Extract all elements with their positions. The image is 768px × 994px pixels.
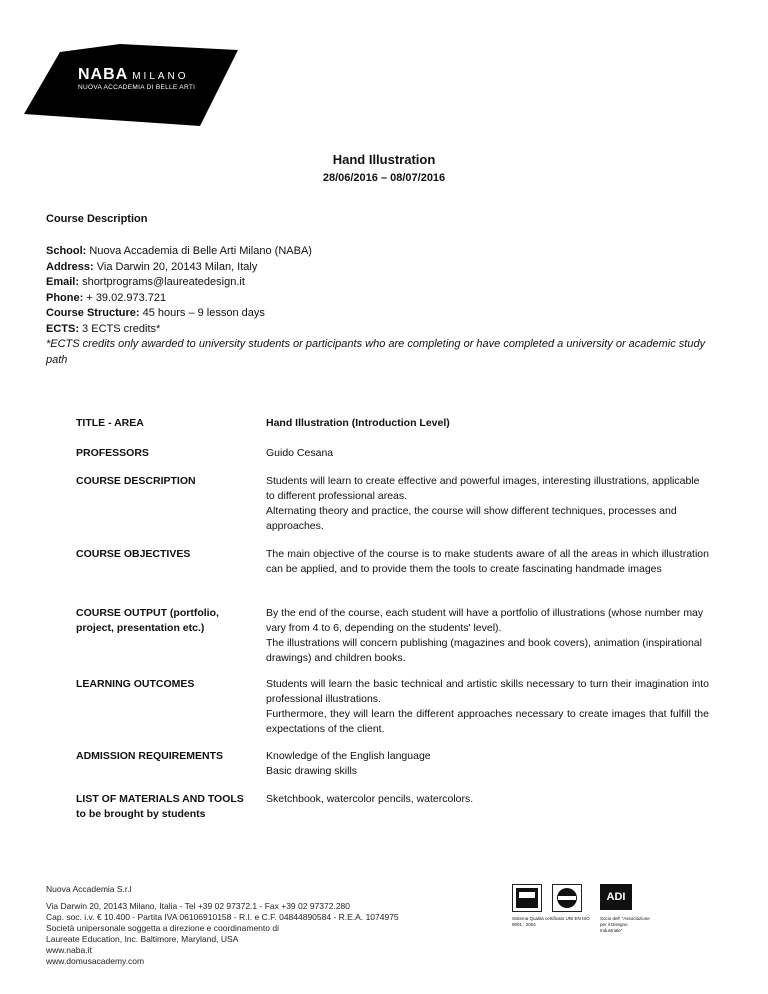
row-label: LEARNING OUTCOMES: [76, 678, 195, 690]
logo-milano: MILANO: [132, 71, 189, 82]
course-description-heading: Course Description: [46, 213, 148, 225]
course-dates: 28/06/2016 – 08/07/2016: [322, 172, 446, 184]
row-value: Knowledge of the English language Basic drawing skills: [266, 750, 431, 777]
row-value: By the end of the course, each student will have a portfolio of illustrations (whose number may vary from 4 to 6, depending on the students' level). The illustrations will concern publishing (magazines and book covers), animation (inspirational drawings) and children books.: [266, 607, 704, 664]
email-line: Email: shortprograms@laureatedesign.it: [46, 276, 245, 288]
ects-line: ECTS: 3 ECTS credits*: [46, 322, 161, 335]
footer-line: Laureate Education, Inc. Baltimore, Maryland, USA: [46, 934, 239, 944]
footer-link[interactable]: www.domusacademy.com: [46, 956, 145, 966]
cert-caption-quality: Sistema Qualità certificato UNI EN ISO 9001 : 2004: [512, 916, 590, 927]
row-label: TITLE - AREA: [76, 417, 144, 429]
row-label: PROFESSORS: [76, 447, 149, 459]
cert-caption-adi: Socio dell' "Associazione per il Disegno Industriale": [600, 916, 650, 933]
logo-naba: NABA: [78, 66, 129, 83]
school-line: School: Nuova Accademia di Belle Arti Milano (NABA): [46, 245, 312, 257]
row-value: Students will learn the basic technical and artistic skills necessary to turn their imagination into professional illustrations. Furthermore, they will learn the different approaches necessary to create images that fulfill the expectations of the client.: [266, 678, 709, 735]
structure-line: Course Structure: 45 hours – 9 lesson days: [46, 307, 265, 319]
course-info: [46, 244, 726, 368]
row-value: Hand Illustration (Introduction Level): [266, 417, 450, 429]
row-label: ADMISSION REQUIREMENTS: [76, 750, 224, 762]
footer: [46, 884, 399, 967]
footer-line: Via Darwin 20, 20143 Milano, Italia - Tel +39 02 97372.1 - Fax +39 02 97372.280: [46, 901, 351, 911]
certifications: [512, 884, 692, 944]
row-value: Students will learn to create effective and powerful images, interesting illustrations, applicable to different professional areas. Alternating theory and practice, the course will show different techniques, processes and approaches.: [266, 475, 700, 532]
footer-company: Nuova Accademia S.r.l: [46, 884, 132, 894]
row-value: Guido Cesana: [266, 447, 334, 459]
row-value: Sketchbook, watercolor pencils, watercolors.: [266, 793, 474, 805]
adi-logo: ADI: [600, 884, 632, 910]
row-label: LIST OF MATERIALS AND TOOLS to be brought by students: [76, 793, 244, 820]
phone-line: Phone: + 39.02.973.721: [46, 291, 167, 304]
logo-subtitle: NUOVA ACCADEMIA DI BELLE ARTI: [78, 84, 196, 91]
footer-line: Società unipersonale soggetta a direzione e coordinamento di: [46, 923, 279, 933]
page-title: Hand Illustration: [332, 152, 436, 167]
logo-wordmark: [78, 66, 189, 84]
footer-link[interactable]: www.naba.it: [46, 945, 92, 955]
address-line: Address: Via Darwin 20, 20143 Milan, Italy: [46, 260, 258, 273]
iqnet-cert-icon: [552, 884, 582, 912]
footer-line: Cap. soc. i.v. € 10.400 - Partita IVA 06106910158 - R.I. e C.F. 04844890584 - R.E.A. 1074975: [46, 912, 399, 922]
row-label: COURSE DESCRIPTION: [76, 475, 196, 487]
row-value: The main objective of the course is to make students aware of all the areas in which illustration can be applied, and to provide them the tools to create fascinating handmade images: [266, 548, 709, 575]
row-label: COURSE OUTPUT (portfolio, project, presentation etc.): [76, 607, 219, 634]
csq-cert-icon: [512, 884, 542, 912]
row-label: COURSE OBJECTIVES: [76, 548, 191, 560]
ects-note: *ECTS credits only awarded to university students or participants who are completing or have completed a university or academic study path: [46, 338, 706, 366]
